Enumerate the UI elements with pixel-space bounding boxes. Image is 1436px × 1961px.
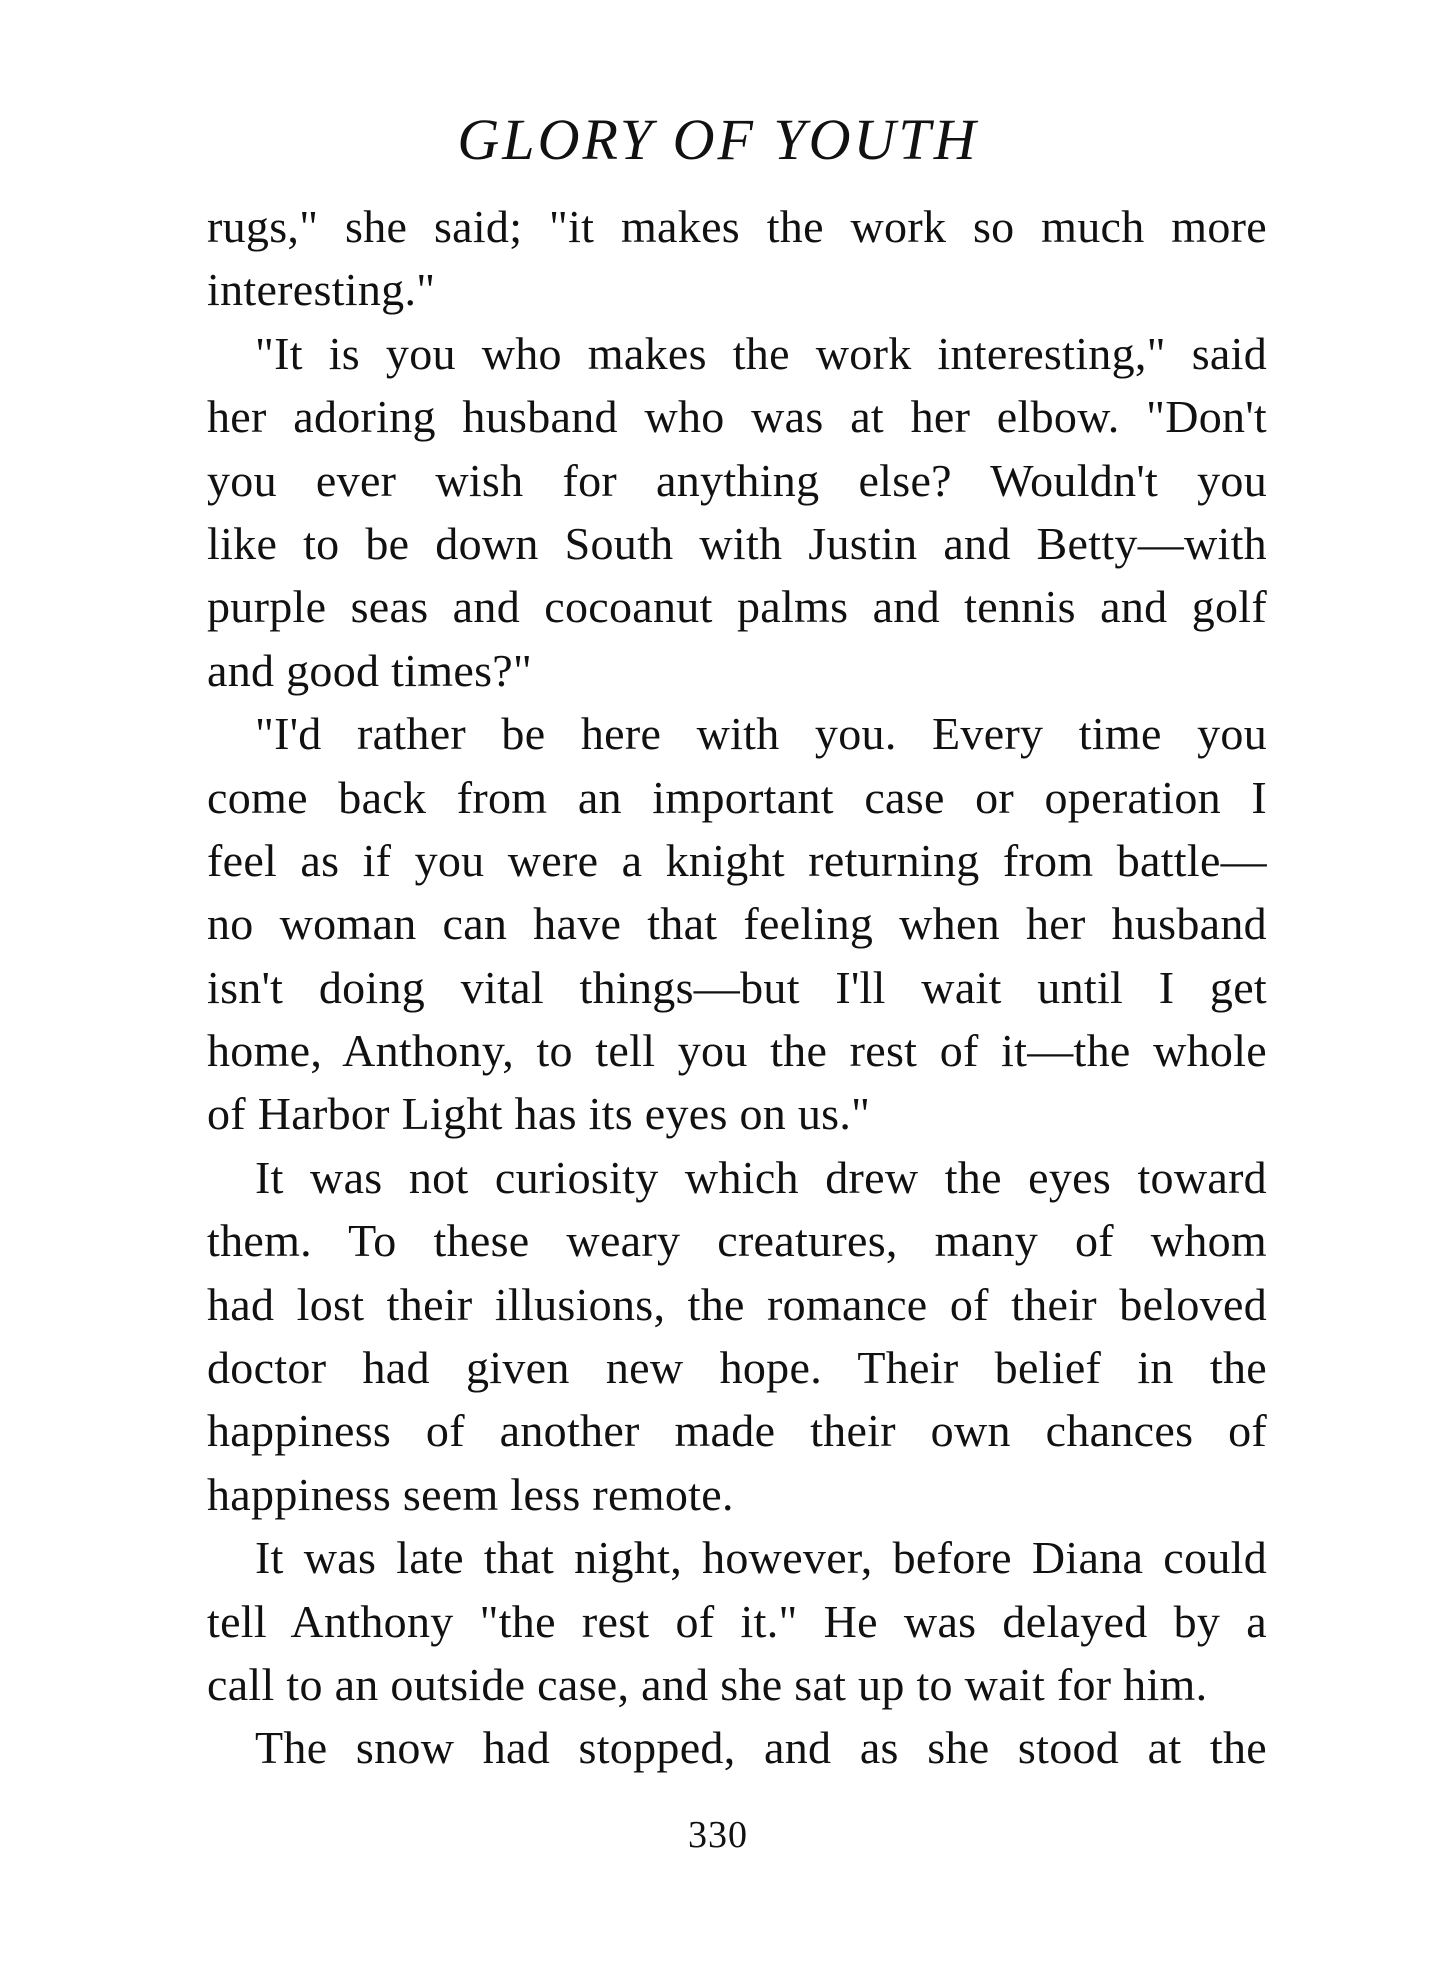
text-line: isn't doing vital things—but I'll wait until I get <box>207 961 1267 1013</box>
text-line: interesting." <box>207 264 436 316</box>
text-line: her adoring husband who was at her elbow. "Don't <box>207 391 1267 443</box>
text-line: of Harbor Light has its eyes on us." <box>207 1088 871 1140</box>
text-line: them. To these weary creatures, many of whom <box>207 1215 1267 1267</box>
text-line: happiness of another made their own chances of <box>207 1405 1267 1457</box>
text-line: had lost their illusions, the romance of their beloved <box>207 1278 1267 1330</box>
text-line: home, Anthony, to tell you the rest of it—the whole <box>207 1025 1267 1077</box>
text-line: no woman can have that feeling when her husband <box>207 898 1267 950</box>
text-line: The snow had stopped, and as she stood at the <box>255 1722 1267 1774</box>
text-line: It was late that night, however, before Diana could <box>255 1532 1267 1584</box>
text-line: tell Anthony "the rest of it." He was delayed by a <box>207 1595 1267 1647</box>
running-head: GLORY OF YOUTH <box>457 107 979 172</box>
text-line: and good times?" <box>207 644 533 696</box>
text-line: you ever wish for anything else? Wouldn't you <box>207 454 1267 506</box>
text-line: "It is you who makes the work interesting," said <box>255 327 1267 379</box>
text-line: come back from an important case or operation I <box>207 771 1267 823</box>
text-line: like to be down South with Justin and Betty—with <box>207 517 1267 569</box>
page-number: 330 <box>688 1814 748 1856</box>
text-line: happiness seem less remote. <box>207 1468 734 1520</box>
text-line: It was not curiosity which drew the eyes toward <box>255 1151 1267 1203</box>
text-line: "I'd rather be here with you. Every time you <box>255 708 1267 760</box>
text-line: doctor had given new hope. Their belief in the <box>207 1342 1267 1394</box>
text-line: feel as if you were a knight returning from battle— <box>207 834 1267 886</box>
text-line: purple seas and cocoanut palms and tennis and golf <box>207 581 1267 633</box>
text-line: call to an outside case, and she sat up to wait for him. <box>207 1658 1208 1710</box>
body-text <box>207 195 1267 1780</box>
text-line: rugs," she said; "it makes the work so much more <box>207 201 1267 252</box>
